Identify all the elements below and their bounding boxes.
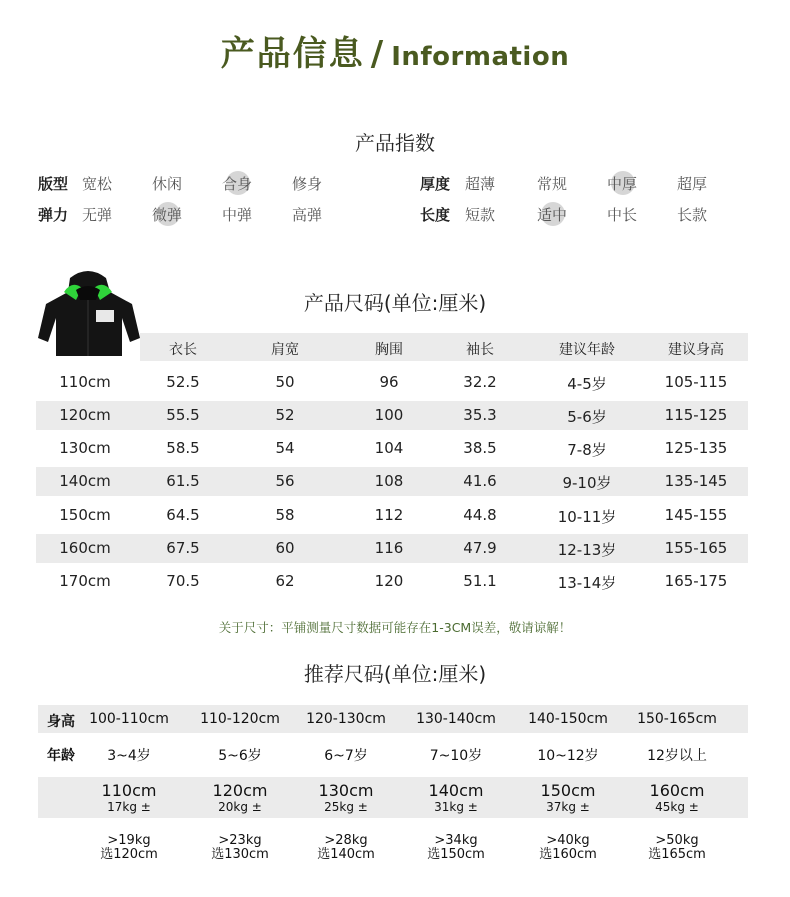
age-label: 年龄 bbox=[47, 748, 75, 764]
recommend-weight-cell: 17kg ± bbox=[107, 800, 151, 814]
recommend-weight-cell: 37kg ± bbox=[546, 800, 590, 814]
size-table-cell: 47.9 bbox=[463, 539, 497, 557]
size-table-cell: 35.3 bbox=[463, 406, 497, 424]
recommend-over-weight-cell: >28kg bbox=[324, 833, 368, 848]
size-table-cell: 38.5 bbox=[463, 439, 497, 457]
size-table-cell: 56 bbox=[275, 472, 295, 490]
height-label: 身高 bbox=[47, 714, 75, 730]
size-table-cell: 50 bbox=[275, 373, 295, 391]
recommend-age-cell: 5~6岁 bbox=[218, 748, 262, 764]
index-option-length: 适中 bbox=[537, 206, 568, 224]
recommend-size-cell: 130cm bbox=[318, 781, 374, 800]
size-table-cell: 60 bbox=[275, 539, 295, 557]
size-table-cell: 32.2 bbox=[463, 373, 497, 391]
size-table-cell: 104 bbox=[374, 439, 404, 457]
size-note: 关于尺寸：平铺测量尺寸数据可能存在1-3CM误差，敬请谅解！ bbox=[218, 620, 572, 635]
recommend-over-weight-cell: >19kg bbox=[107, 833, 151, 848]
index-option-thickness: 中厚 bbox=[607, 175, 638, 193]
recommend-age-cell: 7~10岁 bbox=[429, 748, 483, 764]
recommend-size-cell: 160cm bbox=[649, 781, 705, 800]
recommend-weight-cell: 31kg ± bbox=[434, 800, 478, 814]
size-table-cell: 12-13岁 bbox=[557, 541, 617, 559]
size-table-cell: 7-8岁 bbox=[567, 441, 607, 459]
recommend-height-cell: 140-150cm bbox=[528, 711, 608, 727]
index-label-fit: 版型 bbox=[38, 175, 69, 193]
header-separator: / bbox=[370, 34, 386, 74]
recommend-weight-cell: 45kg ± bbox=[655, 800, 699, 814]
size-table-cell: 52.5 bbox=[166, 373, 200, 391]
recommend-over-weight-cell: >23kg bbox=[218, 833, 262, 848]
size-table-cell: 5-6岁 bbox=[567, 408, 607, 426]
size-table-cell: 41.6 bbox=[463, 472, 497, 490]
header-title-zh: 产品信息 bbox=[220, 34, 365, 74]
size-table-cell: 55.5 bbox=[166, 406, 200, 424]
size-table-cell: 150cm bbox=[59, 506, 111, 524]
size-table-cell: 64.5 bbox=[166, 506, 200, 524]
size-table-cell: 155-165 bbox=[664, 539, 728, 557]
index-title: 产品指数 bbox=[355, 131, 435, 155]
size-table-cell: 61.5 bbox=[166, 472, 200, 490]
size-table-cell: 135-145 bbox=[664, 472, 728, 490]
size-header-cell: 建议年龄 bbox=[559, 342, 615, 358]
recommend-select-cell: 选165cm bbox=[648, 847, 706, 862]
size-table-cell: 120cm bbox=[59, 406, 111, 424]
size-table-cell: 62 bbox=[275, 572, 295, 590]
recommend-size-cell: 140cm bbox=[428, 781, 484, 800]
recommend-select-cell: 选140cm bbox=[317, 847, 375, 862]
size-table-cell: 70.5 bbox=[166, 572, 200, 590]
recommend-age-cell: 10~12岁 bbox=[537, 748, 599, 764]
recommend-age-cell: 12岁以上 bbox=[647, 748, 707, 764]
index-option-elasticity: 微弹 bbox=[152, 206, 183, 224]
size-table-cell: 140cm bbox=[59, 472, 111, 490]
index-label-elasticity: 弹力 bbox=[38, 206, 69, 224]
size-table-cell: 105-115 bbox=[664, 373, 728, 391]
index-option-thickness: 常规 bbox=[537, 175, 568, 193]
size-table-cell: 125-135 bbox=[664, 439, 728, 457]
size-table-cell: 112 bbox=[374, 506, 404, 524]
size-table-cell: 44.8 bbox=[463, 506, 497, 524]
index-option-elasticity: 高弹 bbox=[292, 206, 323, 224]
recommend-title: 推荐尺码(单位:厘米) bbox=[303, 662, 487, 686]
size-table-cell: 130cm bbox=[59, 439, 111, 457]
index-option-thickness: 超薄 bbox=[465, 175, 496, 193]
size-table-cell: 115-125 bbox=[664, 406, 728, 424]
size-table-cell: 9-10岁 bbox=[562, 474, 612, 492]
size-table-cell: 4-5岁 bbox=[567, 375, 607, 393]
size-header-cell: 袖长 bbox=[466, 342, 494, 358]
index-label-length: 长度 bbox=[420, 206, 451, 224]
size-table-cell: 58 bbox=[275, 506, 295, 524]
index-option-length: 长款 bbox=[677, 206, 708, 224]
recommend-size-cell: 150cm bbox=[540, 781, 596, 800]
index-option-thickness: 超厚 bbox=[677, 175, 708, 193]
size-header-cell: 衣长 bbox=[169, 342, 197, 358]
size-table-cell: 10-11岁 bbox=[557, 508, 617, 526]
recommend-height-cell: 150-165cm bbox=[637, 711, 717, 727]
size-header-cell: 胸围 bbox=[375, 342, 403, 358]
recommend-select-cell: 选160cm bbox=[539, 847, 597, 862]
recommend-select-cell: 选120cm bbox=[100, 847, 158, 862]
recommend-over-weight-cell: >34kg bbox=[434, 833, 478, 848]
size-table-cell: 110cm bbox=[59, 373, 111, 391]
recommend-weight-cell: 25kg ± bbox=[324, 800, 368, 814]
recommend-age-cell: 6~7岁 bbox=[324, 748, 368, 764]
recommend-weight-cell: 20kg ± bbox=[218, 800, 262, 814]
size-table-cell: 100 bbox=[374, 406, 404, 424]
size-table-cell: 170cm bbox=[59, 572, 111, 590]
size-table-title: 产品尺码(单位:厘米) bbox=[303, 291, 487, 315]
index-option-fit: 合身 bbox=[222, 175, 253, 193]
recommend-over-weight-cell: >40kg bbox=[546, 833, 590, 848]
recommend-height-cell: 120-130cm bbox=[306, 711, 386, 727]
recommend-age-cell: 3~4岁 bbox=[107, 748, 151, 764]
recommend-size-cell: 120cm bbox=[212, 781, 268, 800]
size-table-cell: 120 bbox=[374, 572, 404, 590]
recommend-size-cell: 110cm bbox=[101, 781, 157, 800]
page-header bbox=[0, 26, 790, 75]
size-table-cell: 160cm bbox=[59, 539, 111, 557]
recommend-height-cell: 110-120cm bbox=[200, 711, 280, 727]
recommend-over-weight-cell: >50kg bbox=[655, 833, 699, 848]
size-table-cell: 116 bbox=[374, 539, 404, 557]
recommend-height-cell: 130-140cm bbox=[416, 711, 496, 727]
size-table-cell: 58.5 bbox=[166, 439, 200, 457]
index-option-elasticity: 无弹 bbox=[82, 206, 113, 224]
size-table-cell: 51.1 bbox=[463, 572, 497, 590]
size-table-cell: 145-155 bbox=[664, 506, 728, 524]
index-option-length: 中长 bbox=[607, 206, 638, 224]
index-option-elasticity: 中弹 bbox=[222, 206, 253, 224]
index-option-fit: 休闲 bbox=[152, 175, 183, 193]
size-table-cell: 165-175 bbox=[664, 572, 728, 590]
index-option-length: 短款 bbox=[465, 206, 496, 224]
index-option-fit: 修身 bbox=[292, 175, 323, 193]
recommend-height-cell: 100-110cm bbox=[89, 711, 169, 727]
size-table-cell: 96 bbox=[379, 373, 399, 391]
recommend-select-cell: 选130cm bbox=[211, 847, 269, 862]
size-header-cell: 肩宽 bbox=[271, 342, 299, 358]
recommend-select-cell: 选150cm bbox=[427, 847, 485, 862]
index-label-thickness: 厚度 bbox=[420, 175, 451, 193]
size-header-cell: 建议身高 bbox=[668, 342, 724, 358]
index-option-fit: 宽松 bbox=[82, 175, 113, 193]
size-table-cell: 108 bbox=[374, 472, 404, 490]
header-title-en: Information bbox=[391, 42, 570, 72]
size-table-cell: 52 bbox=[275, 406, 295, 424]
size-table-cell: 67.5 bbox=[166, 539, 200, 557]
size-table-cell: 54 bbox=[275, 439, 295, 457]
size-table-cell: 13-14岁 bbox=[557, 574, 617, 592]
